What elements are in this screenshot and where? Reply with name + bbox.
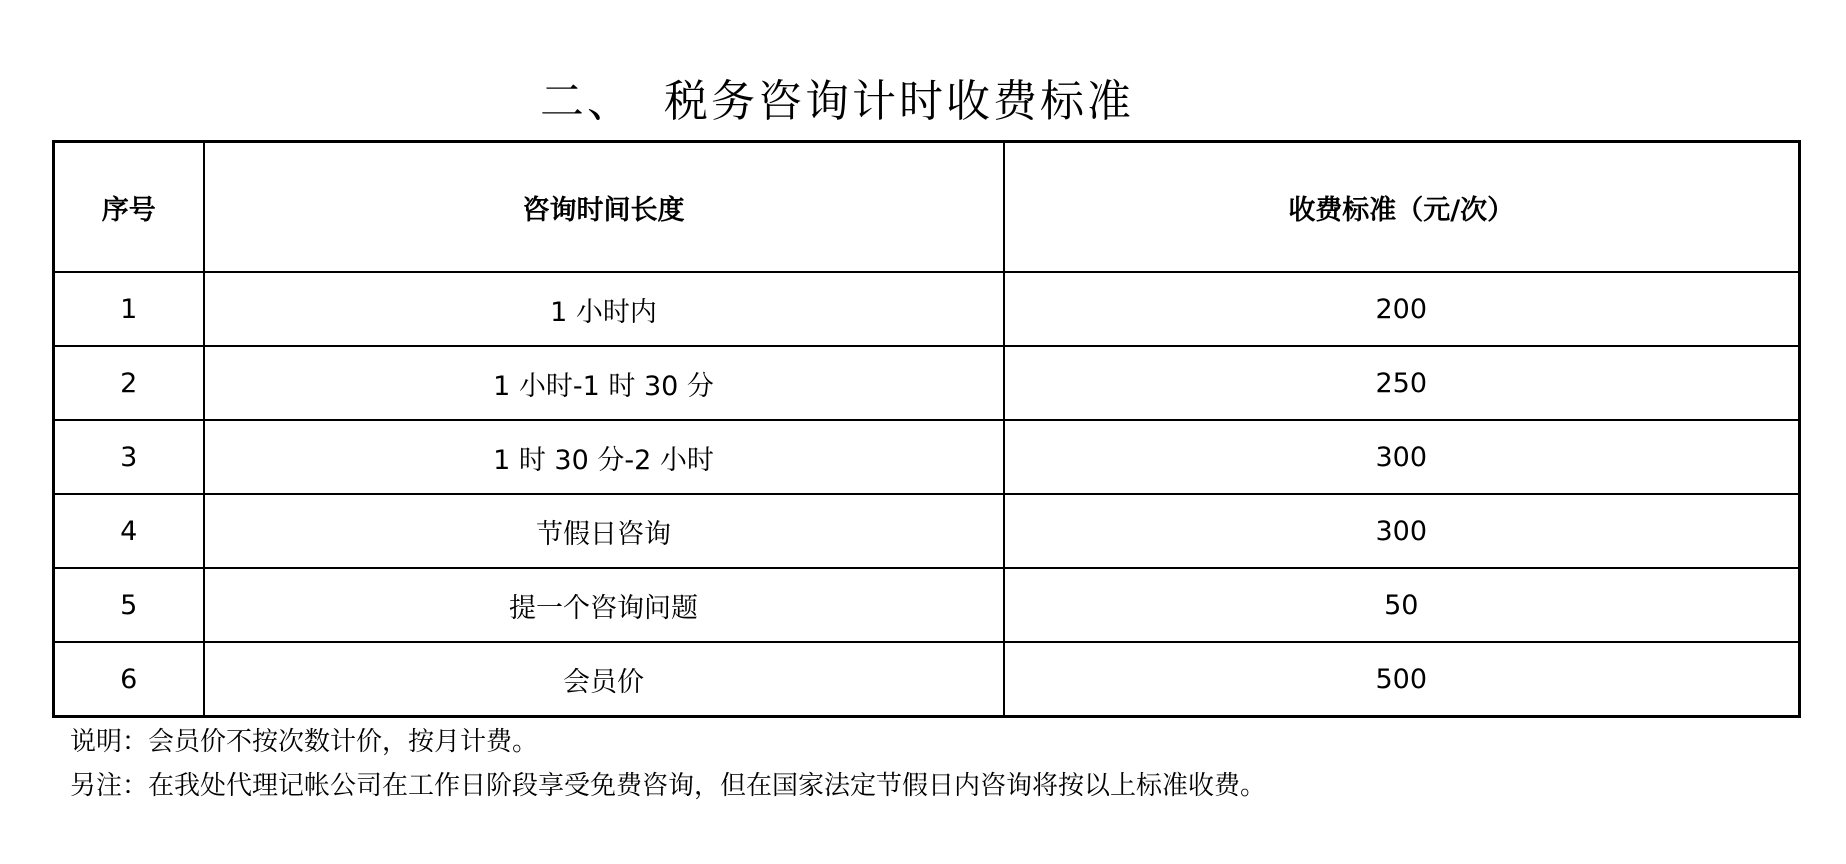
table-row xyxy=(54,346,1800,420)
cell-index: 4 xyxy=(54,494,204,568)
cell-fee: 200 xyxy=(1004,272,1800,346)
cell-fee: 500 xyxy=(1004,642,1800,717)
cell-index: 3 xyxy=(54,420,204,494)
table-row xyxy=(54,494,1800,568)
table-row xyxy=(54,642,1800,717)
cell-duration: 1 小时-1 时 30 分 xyxy=(204,346,1004,420)
cell-duration: 提一个咨询问题 xyxy=(204,568,1004,642)
cell-index: 5 xyxy=(54,568,204,642)
cell-index: 1 xyxy=(54,272,204,346)
header-fee: 收费标准（元/次） xyxy=(1004,142,1800,273)
cell-fee: 250 xyxy=(1004,346,1800,420)
cell-index: 2 xyxy=(54,346,204,420)
header-index: 序号 xyxy=(54,142,204,273)
note-membership: 说明：会员价不按次数计价，按月计费。 xyxy=(70,727,539,757)
notes xyxy=(70,720,1266,808)
cell-duration: 1 时 30 分-2 小时 xyxy=(204,420,1004,494)
table-row xyxy=(54,420,1800,494)
cell-index: 6 xyxy=(54,642,204,717)
cell-duration: 会员价 xyxy=(204,642,1004,717)
page-title xyxy=(540,74,1134,130)
fee-table xyxy=(52,140,1801,718)
table-header-row xyxy=(54,142,1800,273)
title-number: 二、 xyxy=(540,76,634,127)
cell-fee: 300 xyxy=(1004,494,1800,568)
table-row xyxy=(54,272,1800,346)
title-text: 税务咨询计时收费标准 xyxy=(664,76,1134,127)
table-row xyxy=(54,568,1800,642)
note-free-consultation: 另注：在我处代理记帐公司在工作日阶段享受免费咨询，但在国家法定节假日内咨询将按以上标准收费。 xyxy=(70,771,1267,801)
cell-fee: 50 xyxy=(1004,568,1800,642)
cell-duration: 1 小时内 xyxy=(204,272,1004,346)
cell-duration: 节假日咨询 xyxy=(204,494,1004,568)
header-duration: 咨询时间长度 xyxy=(204,142,1004,273)
cell-fee: 300 xyxy=(1004,420,1800,494)
